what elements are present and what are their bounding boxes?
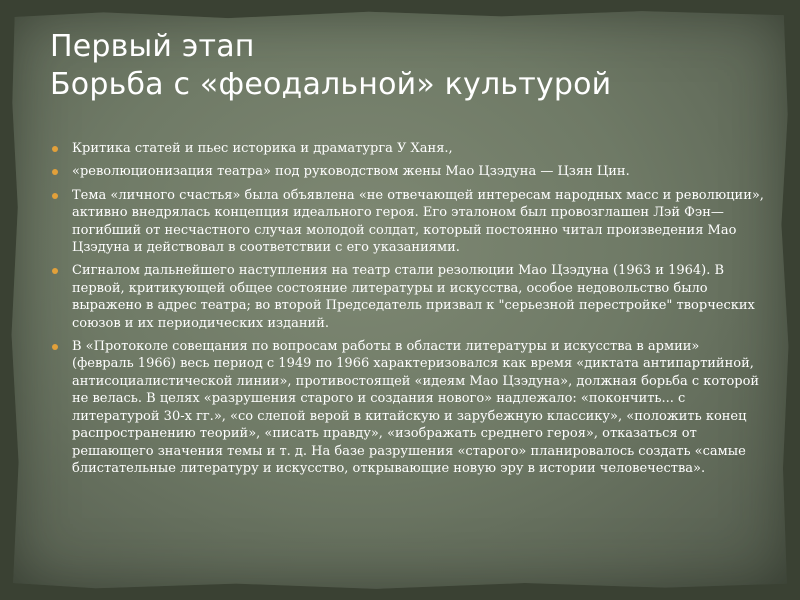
bullet-text: В «Протоколе совещания по вопросам работы в области литературы и искусства в армии» (февраль 1966) весь период с 1949 по 1966 характеризовался как время «диктата антипартийной, антисоциалистической линии», противостоящей «идеям Мао Цзэдуна», должная борьба с которой не велась. В целях «разрушения старого и создания нового» надлежало: «покончить... с литературой 30-х гг.», «со слепой верой в китайскую и зарубежную классику», «положить конец распространению теорий», «писать правду», «изображать среднего героя», отказаться от решающего значения темы и т. д. На базе разрушения «старого» планировалось создать «самые блистательные литературу и искусство, открывающие новую эру в истории человечества».	[72, 339, 760, 476]
bullet-dot-icon	[52, 169, 58, 175]
bullet-dot-icon	[52, 193, 58, 199]
title-line-2: Борьба с «феодальной» культурой	[50, 67, 612, 102]
bullet-item	[52, 163, 764, 180]
title-line-1: Первый этап	[50, 29, 255, 64]
bullet-text: Критика статей и пьес историка и драматурга У Ханя.,	[72, 141, 453, 156]
bullet-text: Тема «личного счастья» была объявлена «не отвечающей интересам народных масс и революции», активно внедрялась концепция идеального героя. Его эталоном был провозглашен Лэй Фэн— погибший от несчастного случая молодой солдат, который постоянно читал произведения Мао Цзэдуна и действовал в соответствии с его указаниями.	[72, 187, 764, 256]
bullet-list	[52, 140, 764, 483]
bullet-dot-icon	[52, 268, 58, 274]
bullet-text: «революционизация театра» под руководством жены Мао Цзэдуна — Цзян Цин.	[72, 164, 630, 180]
bullet-item	[52, 187, 764, 257]
bullet-item	[52, 262, 764, 332]
bullet-item	[52, 338, 764, 477]
bullet-item	[52, 140, 764, 157]
slide-title	[50, 28, 770, 104]
bullet-dot-icon	[52, 344, 58, 350]
bullet-dot-icon	[52, 146, 58, 152]
bullet-text: Сигналом дальнейшего наступления на театр стали резолюции Мао Цзэдуна (1963 и 1964). В первой, критикующей общее состояние литературы и искусства, особое недовольство было выражено в адрес театра; во второй Председатель призвал к "серьезной перестройке" творческих союзов и их периодических изданий.	[72, 263, 755, 331]
